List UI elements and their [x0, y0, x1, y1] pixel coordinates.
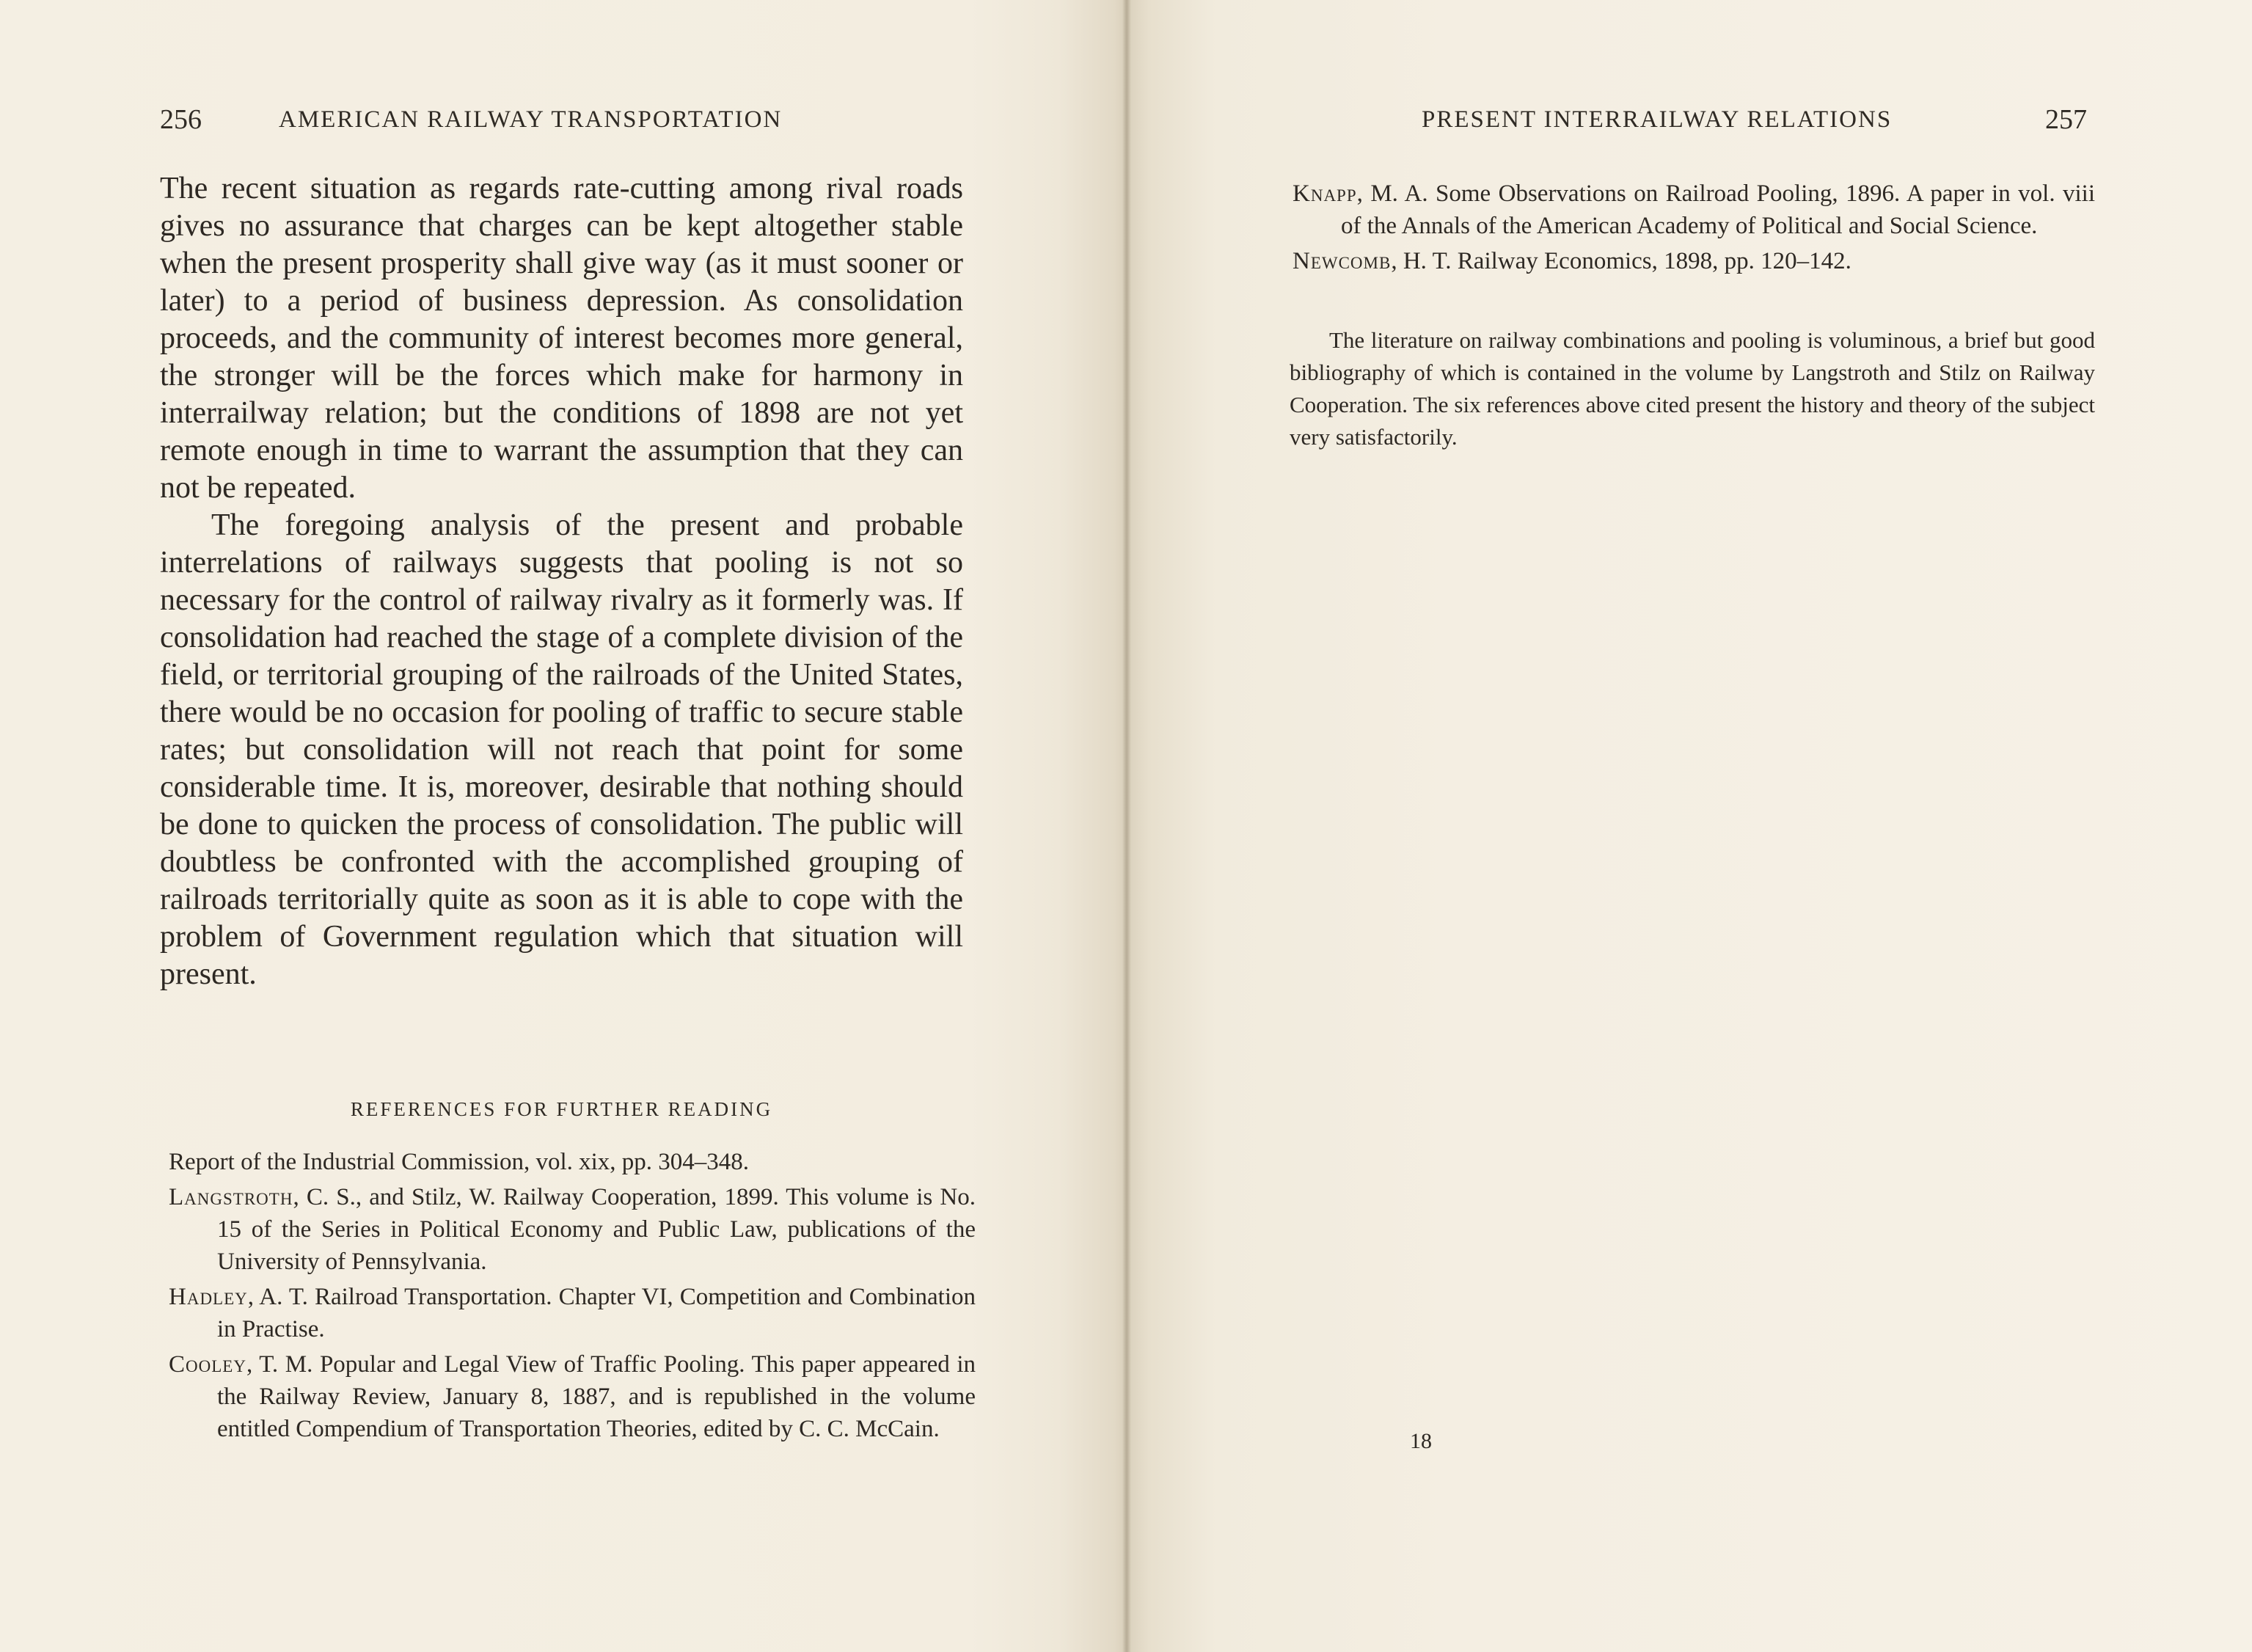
book-gutter	[1122, 0, 1131, 1652]
body-text	[160, 170, 963, 993]
page-number-left: 256	[160, 104, 202, 135]
reference-text: , M. A. Some Observations on Railroad Pooling, 1896. A paper in vol. viii of the Annals of the American Academy of Political and Social Science.	[1341, 180, 2095, 239]
signature-mark: 18	[1410, 1429, 1432, 1453]
page-number-right: 257	[2045, 104, 2087, 135]
reference-item	[1293, 178, 2095, 242]
reference-author: Hadley	[169, 1284, 248, 1310]
reference-text: , H. T. Railway Economics, 1898, pp. 120–142.	[1391, 248, 1851, 274]
reference-author: Newcomb	[1293, 248, 1392, 274]
reference-author: Knapp	[1293, 180, 1357, 207]
reference-text: Report of the Industrial Commission, vol. xix, pp. 304–348.	[169, 1149, 750, 1175]
running-head-right: PRESENT INTERRAILWAY RELATIONS	[1422, 106, 1893, 133]
paragraph-2: The foregoing analysis of the present and probable interrelations of railways suggests that pooling is not so necessary for the control of railway rivalry as it formerly was. If consolidation had reached the stage of a complete division of the field, or territorial grouping of the railroads of the United States, there would be no occasion for pooling of traffic to secure stable rates; but consolidation will not reach that point for some considerable time. It is, moreover, desirable that nothing should be done to quicken the process of consolidation. The public will doubtless be confronted with the accomplished grouping of railroads territorially quite as soon as it is able to cope with the problem of Government regulation which that situation will present.	[160, 508, 963, 991]
reference-item	[169, 1146, 976, 1178]
reference-author: Cooley	[169, 1351, 246, 1378]
references-list-right	[1293, 178, 2095, 280]
paragraph-1: The recent situation as regards rate-cutting among rival roads gives no assurance that charges can be kept altogether stable when the present prosperity shall give way (as it must sooner or later) to a period of business depression. As consolidation proceeds, and the community of interest becomes more general, the stronger will be the forces which make for harmony in interrailway relation; but the conditions of 1898 are not yet remote enough in time to warrant the assumption that they can not be repeated.	[160, 172, 963, 505]
reference-item	[169, 1281, 976, 1345]
references-heading: REFERENCES FOR FURTHER READING	[350, 1098, 773, 1120]
reference-item	[1293, 245, 2095, 277]
reference-author: Langstroth	[169, 1184, 293, 1210]
reference-text: , A. T. Railroad Transportation. Chapter VI, Competition and Combination in Practise.	[217, 1284, 976, 1342]
reference-item	[169, 1181, 976, 1278]
references-list-left	[169, 1146, 976, 1448]
bibliography-note: The literature on railway combinations and pooling is voluminous, a brief but good bibliography of which is contained in the volume by Langstroth and Stilz on Railway Cooperation. The six references above cited present the history and theory of the subject very satisfactorily.	[1290, 327, 2095, 450]
reference-text: , T. M. Popular and Legal View of Traffic Pooling. This paper appeared in the Railway Review, January 8, 1887, and is republished in the volume entitled Compendium of Transportation Theories, edited by C. C. McCain.	[217, 1351, 976, 1442]
reference-text: , C. S., and Stilz, W. Railway Cooperation, 1899. This volume is No. 15 of the Series in Political Economy and Public Law, publications of the University of Pennsylvania.	[217, 1184, 976, 1275]
reference-item	[169, 1348, 976, 1445]
running-head-left: AMERICAN RAILWAY TRANSPORTATION	[279, 106, 783, 133]
